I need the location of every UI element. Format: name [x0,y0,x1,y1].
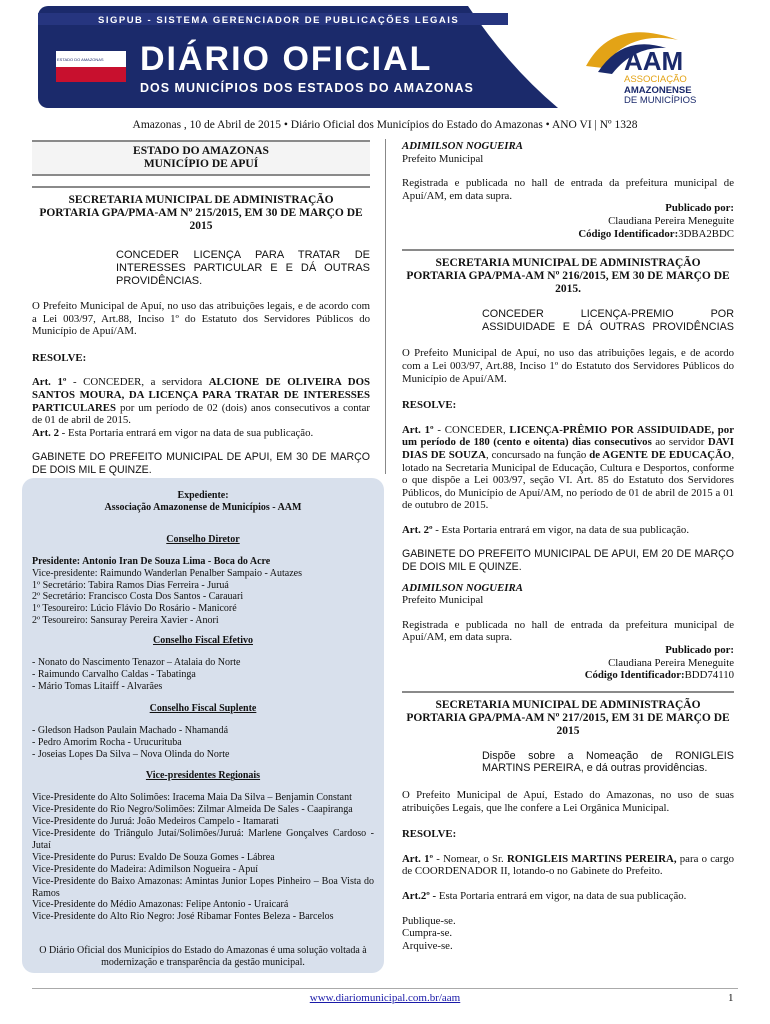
page-number: 1 [728,992,734,1004]
list-item: 2º Secretário: Francisco Costa Dos Santos - Carauari [32,591,244,603]
list-item: - Mário Tomas Litaiff - Alvarães [32,680,163,692]
suplente-heading: Conselho Fiscal Suplente [149,702,257,714]
closing-statement: GABINETE DO PREFEITO MUNICIPAL DE APUI, EM 30 DE MARÇO DE DOIS MIL E QUINZE. [32,451,370,476]
list-item: - Joseias Lopes Da Silva – Nova Olinda do Norte [32,748,230,760]
cumpra: Cumpra-se. [402,927,453,940]
list-item: Vice-Presidente do Rio Negro/Solimões: Zilmar Almeida De Sales - Caapiranga [32,804,353,816]
list-item: Vice-Presidente do Purus: Evaldo De Souza Gomes - Lábrea [32,851,275,863]
article-1: Art. 1º - CONCEDER, LICENÇA-PRÊMIO POR ASSIDUIDADE, por um período de 180 (cento e oitenta) dias consecutivos ao servidor DAVI DIAS DE SOUZA, concursado na função de AGENTE DE EDUCAÇÃO, lotado na Secretaria Municipal de Educação, Cultura e Desportos, conforme o que dispõe a Lei 003/97, seção VI. Art. 85 do Estatuto dos Servidores Públicos, do Município de Apuí/AM, no período de 01 de abril de 2015 a 01 de outubro de 2015. [402,423,735,512]
presidente: Presidente: Antonio Iran De Souza Lima - Boca do Acre [32,555,271,567]
list-item: Vice-Presidente do Triângulo Jutaí/Solimões/Juruá: Marlene Gonçalves Cardoso - Jutaí [32,828,374,851]
preamble: O Prefeito Municipal de Apuí, Estado do Amazonas, no uso de suas atribuições Legais, que lhe confere a Lei Orgânica Municipal. [402,789,734,814]
list-item: 2º Tesoureiro: Sansuray Pereira Xavier - Anori [32,615,219,627]
list-item: Vice-Presidente do Médio Amazonas: Felipe Antonio - Uraicará [32,899,289,911]
preamble: O Prefeito Municipal de Apuí, no uso das atribuições legais, e de acordo com a Lei 003/97, Art.88, Inciso 1º do Estatuto dos Servidores Públicos do Município de Apuí/AM. [402,347,734,385]
identifier-code: Código Identificador:3DBA2BDC [578,227,734,240]
fiscal-list [32,657,374,693]
column-divider [385,139,386,474]
svg-text:ESTADO DO AMAZONAS: ESTADO DO AMAZONAS [57,57,104,62]
footer-divider [32,988,738,989]
right-column [402,140,734,952]
vice-list [32,792,374,923]
list-item: - Raimundo Carvalho Caldas - Tabatinga [32,668,196,680]
resolve-label: RESOLVE: [32,351,87,364]
signature-role: Prefeito Municipal [402,152,484,165]
published-by-name: Claudiana Pereira Meneguite [608,214,734,227]
signature-name: ADIMILSON NOGUEIRA [402,140,523,152]
ementa: CONCEDER LICENÇA-PREMIO POR ASSIDUIDADE E DÁ OUTRAS PROVIDÊNCIAS [482,308,734,333]
list-item: - Gledson Hadson Paulain Machado - Nhamandá [32,724,229,736]
list-item: 1º Secretário: Tabira Ramos Dias Ferreira - Juruá [32,579,229,591]
section-heading: SECRETARIA MUNICIPAL DE ADMINISTRAÇÃO PORTARIA GPA/PMA-AM Nº 215/2015, EM 30 DE MARÇO DE 2015 [32,186,370,233]
dateline: Amazonas , 10 de Abril de 2015 • Diário Oficial dos Municípios do Estado do Amazonas • ANO VI | Nº 1328 [132,119,638,131]
svg-text:AAM: AAM [624,46,684,76]
resolve-label: RESOLVE: [402,828,457,841]
header-banner [38,6,738,108]
list-item: Vice-Presidente do Baixo Amazonas: Amintas Junior Lopes Pinheiro – Boa Vista do Ramos [32,875,374,899]
list-item: - Pedro Amorim Rocha - Urucurituba [32,736,182,748]
closing-statement: GABINETE DO PREFEITO MUNICIPAL DE APUI, EM 20 DE MARÇO DE DOIS MIL E QUINZE. [402,548,734,574]
signature-role: Prefeito Municipal [402,594,484,607]
state-heading: ESTADO DO AMAZONAS MUNICÍPIO DE APUÍ [32,140,370,176]
expediente-title: Expediente: [177,490,229,501]
list-item: Vice-Presidente do Madeira: Adimilson Nogueira - Apuí [32,863,259,875]
list-item: Vice-presidente: Raimundo Wanderlan Penalber Sampaio - Autazes [32,567,302,579]
arquive: Arquive-se. [402,939,453,952]
registration-note: Registrada e publicada no hall de entrada da prefeitura municipal de Apuí/AM, em data supra. [402,618,734,644]
ementa: Dispõe sobre a Nomeação de RONIGLEIS MARTINS PEREIRA, e dá outras providências. [482,749,734,775]
expediente-closing: O Diário Oficial dos Municípios do Estado do Amazonas é uma solução voltada à modernização e transparência da gestão municipal. [39,945,367,969]
section-heading: SECRETARIA MUNICIPAL DE ADMINISTRAÇÃO PORTARIA GPA/PMA-AM Nº 217/2015, EM 31 DE MARÇO DE 2015 [402,691,734,738]
list-item: 1º Tesoureiro: Lúcio Flávio Do Rosário - Manicoré [32,603,237,615]
diretor-list [32,568,374,628]
article-2: Art. 2º - Esta Portaria entrará em vigor, na data de sua publicação. [402,523,690,536]
svg-text:AMAZONENSE: AMAZONENSE [624,85,692,96]
article-1: Art. 1º - CONCEDER, a servidora ALCIONE DE OLIVEIRA DOS SANTOS MOURA, DA LICENÇA PARA TRATAR DE INTERESSES PARTICULARES por um período de 02 (dois) anos consecutivos a contar de 01 de abril de 2015. [32,376,370,427]
section-heading: SECRETARIA MUNICIPAL DE ADMINISTRAÇÃO PORTARIA GPA/PMA-AM Nº 216/2015, EM 30 DE MARÇO DE 2015. [402,249,734,296]
diretor-heading: Conselho Diretor [166,533,240,545]
system-name: SIGPUB - SISTEMA GERENCIADOR DE PUBLICAÇÕES LEGAIS [98,15,460,26]
published-by-name: Claudiana Pereira Meneguite [608,656,734,669]
expediente-box [22,478,384,973]
left-column [32,140,370,477]
list-item: Vice-Presidente do Juruá: João Medeiros Campelo - Itamarati [32,816,279,828]
footer-url-link[interactable]: www.diariomunicipal.com.br/aam [309,992,461,1004]
list-item: Vice-Presidente do Alto Rio Negro: José Ribamar Fontes Beleza - Barcelos [32,911,334,923]
list-item: - Nonato do Nascimento Tenazor – Atalaia do Norte [32,657,241,669]
published-by-label: Publicado por: [665,202,734,215]
suplente-list [32,725,374,761]
svg-text:DE MUNICÍPIOS: DE MUNICÍPIOS [624,95,697,106]
preamble: O Prefeito Municipal de Apuí, no uso das atribuições legais, e de acordo com a Lei 003/97, Art.88, Inciso 1º do Estatuto dos Servidores Públicos do Município de Apuí/AM. [32,300,370,338]
publique: Publique-se. [402,914,456,927]
fiscal-heading: Conselho Fiscal Efetivo [153,635,253,647]
list-item: Vice-Presidente do Alto Solimões: Iracema Maia Da Silva – Benjamin Constant [32,792,352,804]
expediente-association: Associação Amazonense de Municípios - AAM [104,501,302,513]
article-2: Art.2º - Esta Portaria entrará em vigor, na data de sua publicação. [402,889,687,902]
svg-text:ASSOCIAÇÃO: ASSOCIAÇÃO [624,74,687,85]
article-1: Art. 1º - Nomear, o Sr. RONIGLEIS MARTINS PEREIRA, para o cargo de COORDENADOR II, lotando-o no Gabinete do Prefeito. [402,852,734,878]
signature-name: ADIMILSON NOGUEIRA [402,581,523,594]
journal-subtitle: DOS MUNICÍPIOS DOS ESTADOS DO AMAZONAS [140,81,474,95]
resolve-label: RESOLVE: [402,399,457,412]
registration-note: Registrada e publicada no hall de entrada da prefeitura municipal de Apuí/AM, em data supra. [402,177,734,202]
article-2: Art. 2 - Esta Portaria entrará em vigor na data de sua publicação. [32,426,314,439]
identifier-code: Código Identificador:BDD74110 [584,669,734,682]
published-by-label: Publicado por: [665,644,734,657]
amazonas-flag [56,36,126,82]
vice-heading: Vice-presidentes Regionais [145,770,261,782]
ementa: CONCEDER LICENÇA PARA TRATAR DE INTERESSES PARTICULAR E E DÁ OUTRAS PROVIDÊNCIAS. [116,249,370,287]
journal-title: DIÁRIO OFICIAL [140,40,433,78]
